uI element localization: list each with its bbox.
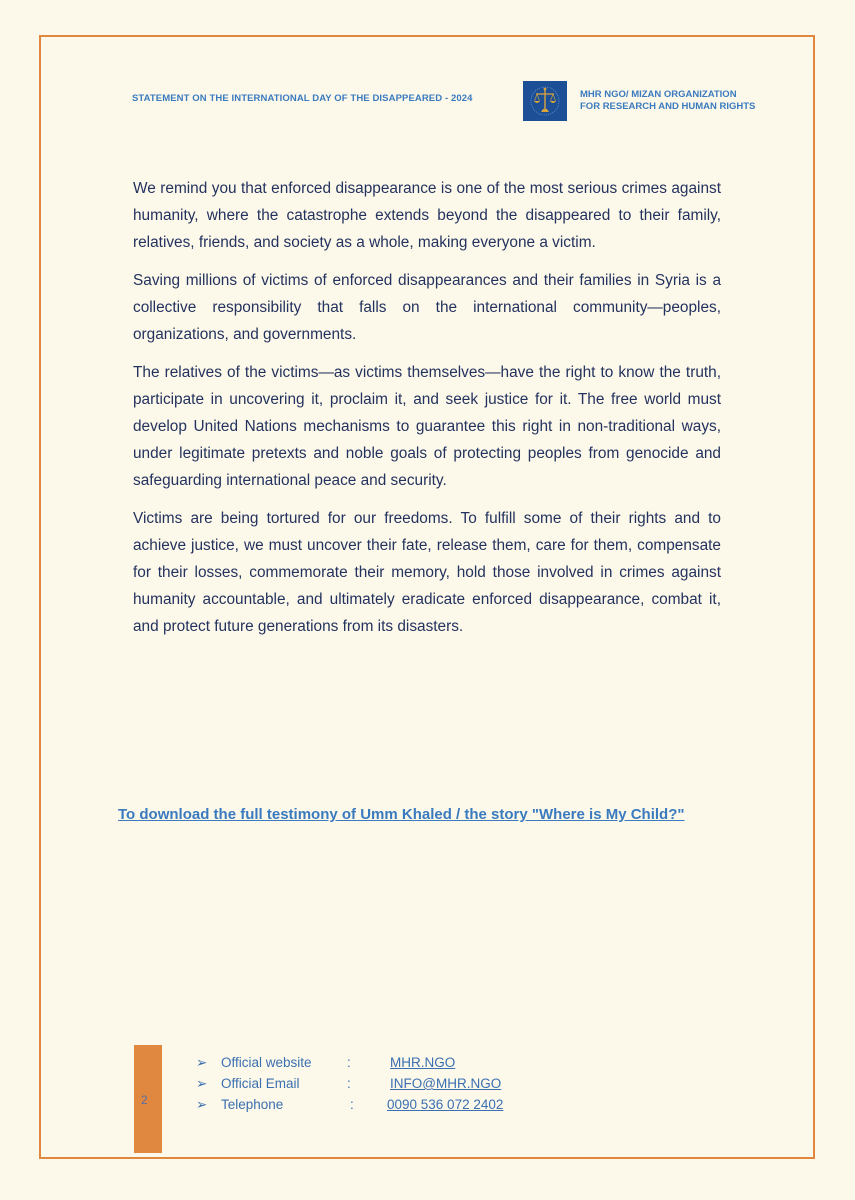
organization-logo — [523, 81, 567, 121]
contact-label: Official website — [221, 1055, 312, 1070]
contact-label: Telephone — [221, 1097, 284, 1112]
contact-colon: : — [350, 1097, 354, 1112]
paragraph-3: The relatives of the victims—as victims themselves—have the right to know the truth, participate in uncovering it, proclaim it, and seek justice for it. The free world must develop United Nations mechanisms to guarantee this right in non-traditional ways, under legitimate pretexts and noble goals of protecting peoples from genocide and safeguarding international peace and security. — [133, 364, 721, 489]
arrow-bullet-icon: ➢ — [196, 1076, 208, 1091]
telephone-link[interactable]: 0090 536 072 2402 — [387, 1097, 504, 1112]
download-testimony-link[interactable]: To download the full testimony of Umm Khaled / the story "Where is My Child?" — [118, 806, 685, 823]
paragraph-1: We remind you that enforced disappearance is one of the most serious crimes against humanity, where the catastrophe extends beyond the disappeared to their family, relatives, friends, and society as a whole, making everyone a victim. — [133, 180, 721, 251]
scales-of-justice-icon — [523, 81, 567, 121]
website-link[interactable]: MHR.NGO — [390, 1055, 456, 1070]
email-link[interactable]: INFO@MHR.NGO — [390, 1076, 502, 1091]
statement-body — [133, 175, 721, 651]
page-number: 2 — [141, 1093, 148, 1107]
arrow-bullet-icon: ➢ — [196, 1055, 208, 1070]
organization-name-line-1: MHR NGO/ MIZAN ORGANIZATION — [580, 89, 737, 100]
paragraph-4: Victims are being tortured for our freedoms. To fulfill some of their rights and to achieve justice, we must uncover their fate, release them, care for them, compensate for their losses, commemorate their memory, hold those involved in crimes against humanity accountable, and ultimately eradicate enforced disappearance, combat it, and protect future generations from its disasters. — [133, 510, 721, 635]
paragraph-2: Saving millions of victims of enforced disappearances and their families in Syria is a collective responsibility that falls on the international community—peoples, organizations, and governments. — [133, 272, 721, 343]
contact-label: Official Email — [221, 1076, 300, 1091]
arrow-bullet-icon: ➢ — [196, 1097, 208, 1112]
contact-colon: : — [347, 1055, 351, 1070]
organization-name — [580, 89, 755, 113]
contact-colon: : — [347, 1076, 351, 1091]
page-number-tab — [134, 1045, 162, 1153]
organization-name-line-2: FOR RESEARCH AND HUMAN RIGHTS — [580, 101, 756, 112]
statement-title: STATEMENT ON THE INTERNATIONAL DAY OF THE DISAPPEARED - 2024 — [132, 93, 473, 104]
